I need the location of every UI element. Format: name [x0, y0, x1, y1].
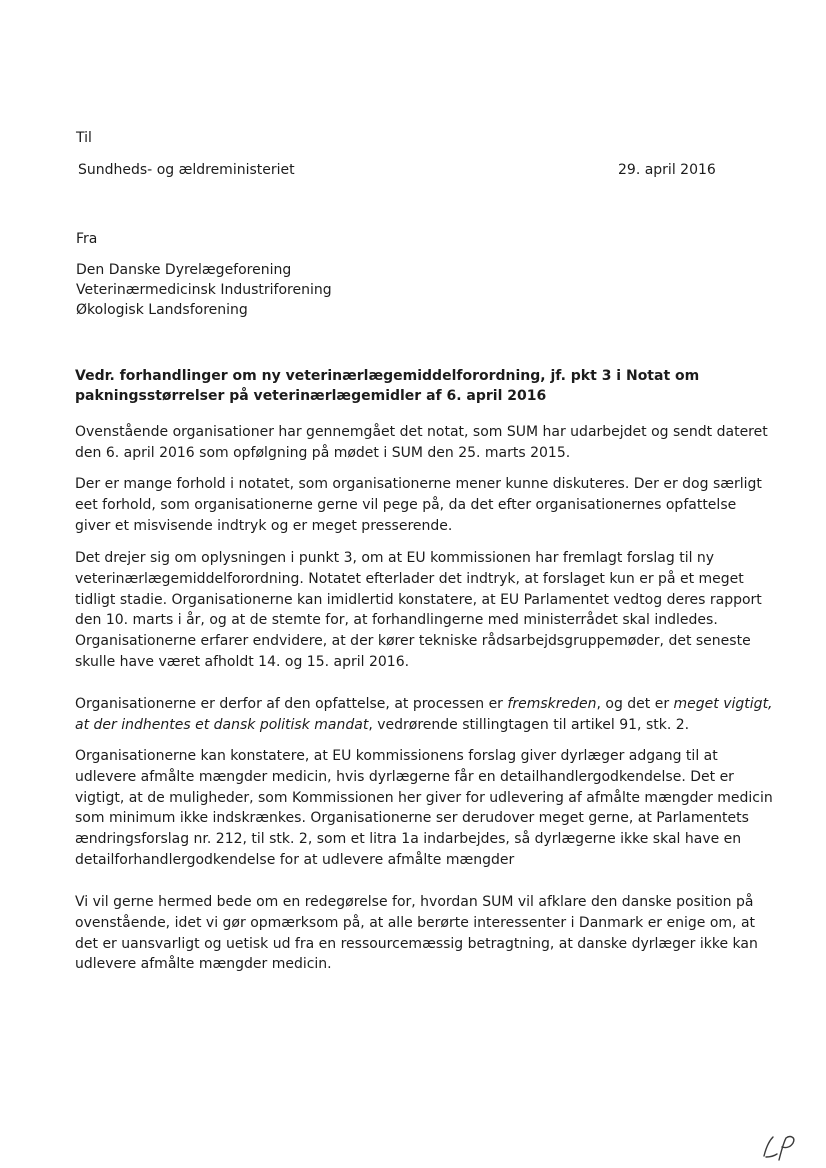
- text-run: , og det er: [596, 696, 674, 712]
- text-line: detailforhandlergodkendelse for at udlevere afmålte mængder: [75, 851, 515, 868]
- letter-date: 29. april 2016: [618, 162, 716, 178]
- text-line: udlevere afmålte mængder medicin, hvis dyrlægerne får en detailhandlergodkendelse. Det er: [75, 768, 734, 785]
- from-label: Fra: [76, 231, 98, 247]
- body-paragraph-5: [75, 746, 773, 871]
- text-line: Organisationerne kan konstatere, at EU kommissionens forslag giver dyrlæger adgang til at: [75, 748, 718, 764]
- body-paragraph-6: [75, 892, 758, 975]
- recipient: Sundheds- og ældreministeriet: [78, 162, 295, 178]
- text-run: , vedrørende stillingtagen til artikel 91, stk. 2.: [368, 716, 690, 733]
- subject-line: Vedr. forhandlinger om ny veterinærlægemiddelforordning, jf. pkt 3 i Notat om: [75, 368, 700, 384]
- text-line: Det drejer sig om oplysningen i punkt 3, om at EU kommissionen har fremlagt forslag til ny: [75, 550, 715, 566]
- sender-item: Veterinærmedicinsk Industriforening: [76, 282, 332, 298]
- text-line: Organisationerne erfarer endvidere, at der kører tekniske rådsarbejdsgruppemøder, det seneste: [75, 633, 751, 650]
- text-line: Vi vil gerne hermed bede om en redegørelse for, hvordan SUM vil afklare den danske position på: [75, 894, 754, 910]
- sender-item: Den Danske Dyrelægeforening: [76, 262, 292, 278]
- text-line: [75, 694, 773, 715]
- text-line: skulle have været afholdt 14. og 15. april 2016.: [75, 653, 410, 670]
- to-label: Til: [76, 130, 92, 146]
- text-line: vigtigt, at de muligheder, som Kommissionen her giver for udlevering af afmålte mængder medicin: [75, 789, 773, 806]
- text-line: den 6. april 2016 som opfølgning på mødet i SUM den 25. marts 2015.: [75, 444, 571, 461]
- text-line: giver et misvisende indtryk og er meget presserende.: [75, 517, 453, 534]
- text-line: tidligt stadie. Organisationerne kan imidlertid konstatere, at EU Parlamentet vedtog deres rapport: [75, 591, 762, 608]
- emphasis-text: fremskreden: [507, 696, 597, 712]
- sender-list: [76, 260, 332, 320]
- subject-heading: [75, 366, 735, 406]
- handwritten-initials: [760, 1132, 800, 1162]
- emphasis-text: meget vigtigt,: [673, 696, 773, 712]
- subject-line: pakningsstørrelser på veterinærlægemidler af 6. april 2016: [75, 388, 547, 404]
- body-paragraph-1: [75, 422, 768, 464]
- sender-item: Økologisk Landsforening: [76, 302, 248, 318]
- text-line: den 10. marts i år, og at de stemte for, at forhandlingerne med ministerrådet skal indledes.: [75, 612, 718, 629]
- text-line: ændringsforslag nr. 212, til stk. 2, som et litra 1a indarbejdes, så dyrlægerne ikke skal have en: [75, 831, 742, 848]
- text-line: veterinærlægemiddelforordning. Notatet efterlader det indtryk, at forslaget kun er på et meget: [75, 570, 744, 587]
- text-line: Der er mange forhold i notatet, som organisationerne mener kunne diskuteres. Der er dog særligt: [75, 476, 762, 492]
- body-paragraph-3: [75, 548, 762, 673]
- text-line: som minimum ikke indskrænkes. Organisationerne ser derudover meget gerne, at Parlamentets: [75, 810, 749, 827]
- text-line: [75, 715, 755, 736]
- text-line: ovenstående, idet vi gør opmærksom på, at alle berørte interessenter i Danmark er enige om, at: [75, 914, 756, 931]
- text-line: eet forhold, som organisationerne gerne vil pege på, da det efter organisationernes opfattelse: [75, 496, 737, 513]
- text-line: det er uansvarligt og uetisk ud fra en ressourcemæssig betragtning, at danske dyrlæger ikke kan: [75, 935, 758, 952]
- text-line: udlevere afmålte mængder medicin.: [75, 956, 332, 973]
- body-paragraph-4: [75, 694, 773, 736]
- emphasis-text: at der indhentes et dansk politisk mandat: [75, 716, 369, 733]
- body-paragraph-2: [75, 474, 762, 536]
- text-run: Organisationerne er derfor af den opfattelse, at processen er: [75, 696, 508, 712]
- text-line: Ovenstående organisationer har gennemgået det notat, som SUM har udarbejdet og sendt dateret: [75, 424, 768, 440]
